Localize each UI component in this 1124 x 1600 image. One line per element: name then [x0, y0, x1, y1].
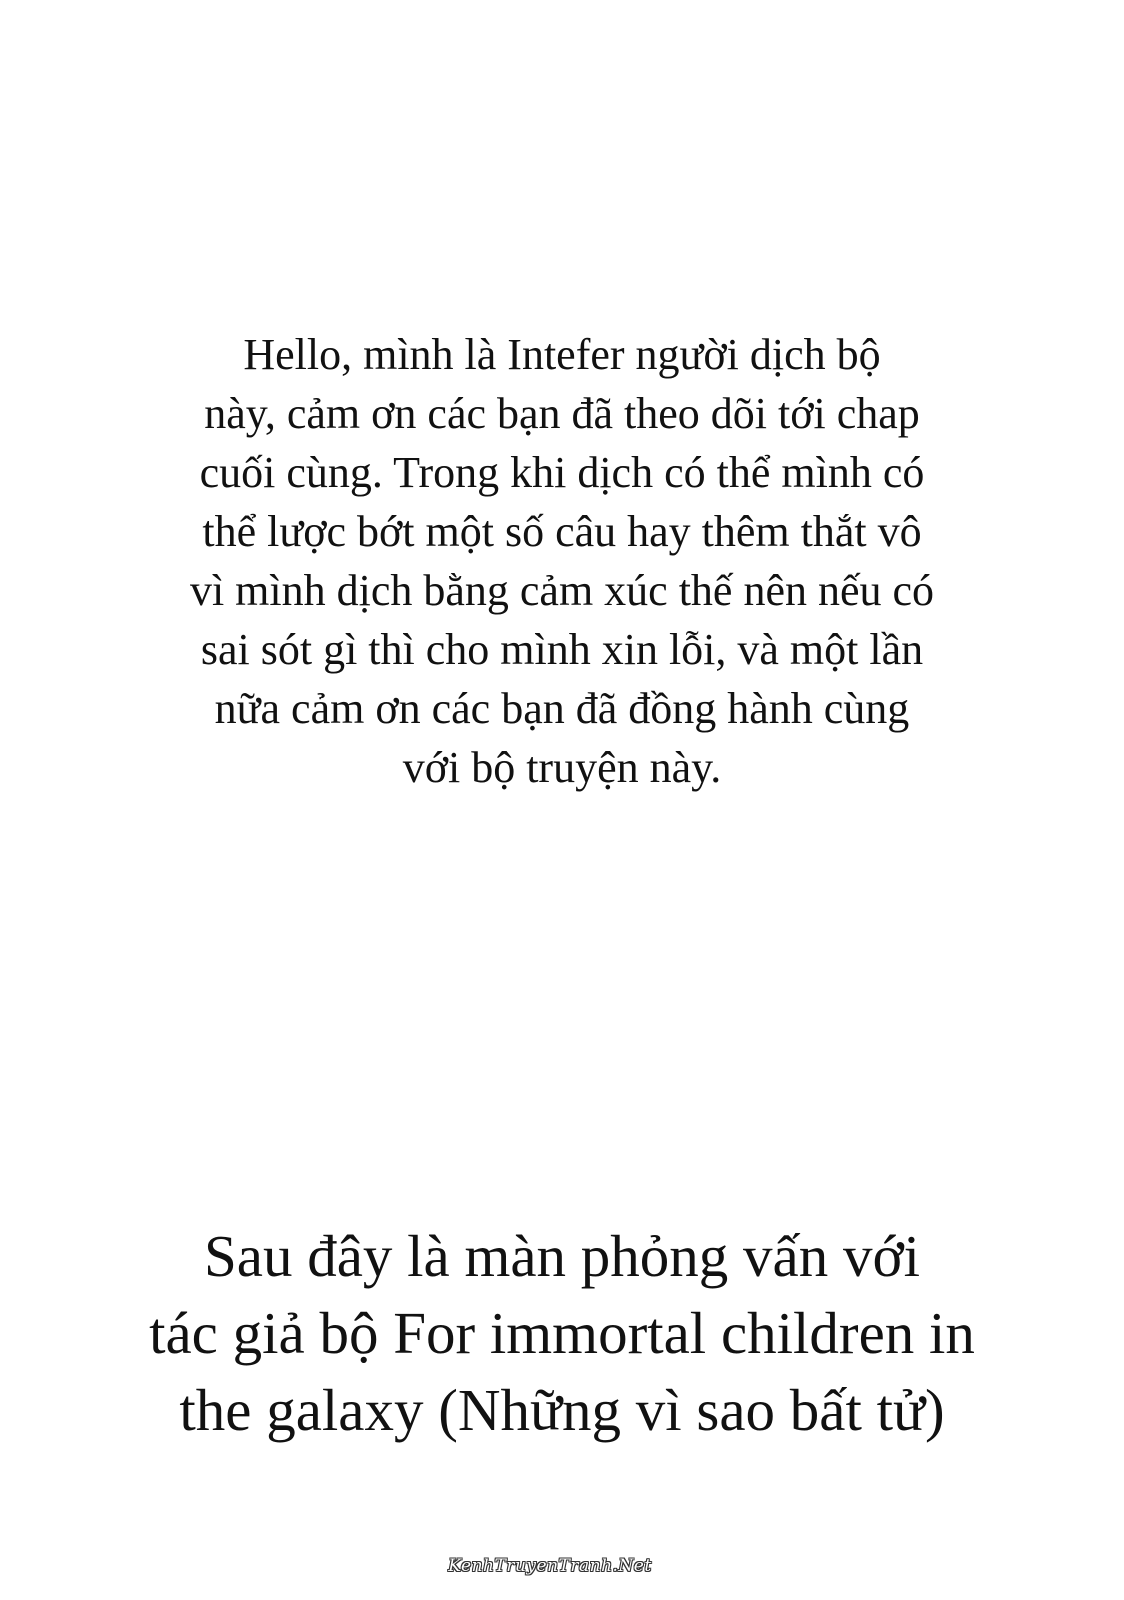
interview-line: tác giả bộ For immortal children in [149, 1300, 975, 1366]
note-line: thể lược bớt một số câu hay thêm thắt vô [202, 507, 922, 556]
interview-line: the galaxy (Những vì sao bất tử) [179, 1377, 945, 1443]
note-line: cuối cùng. Trong khi dịch có thể mình có [199, 448, 925, 497]
site-watermark: KenhTruyenTranh.Net [448, 1556, 652, 1576]
note-line: Hello, mình là Intefer người dịch bộ [243, 330, 881, 379]
note-line: sai sót gì thì cho mình xin lỗi, và một lần [200, 625, 924, 674]
note-line: với bộ truyện này. [402, 743, 722, 792]
interview-line: Sau đây là màn phỏng vấn với [203, 1223, 921, 1289]
interview-intro [52, 1218, 1072, 1449]
note-line: vì mình dịch bằng cảm xúc thế nên nếu có [189, 566, 935, 615]
translator-note [62, 325, 1062, 797]
note-line: này, cảm ơn các bạn đã theo dõi tới chap [204, 389, 920, 438]
note-line: nữa cảm ơn các bạn đã đồng hành cùng [214, 684, 910, 733]
